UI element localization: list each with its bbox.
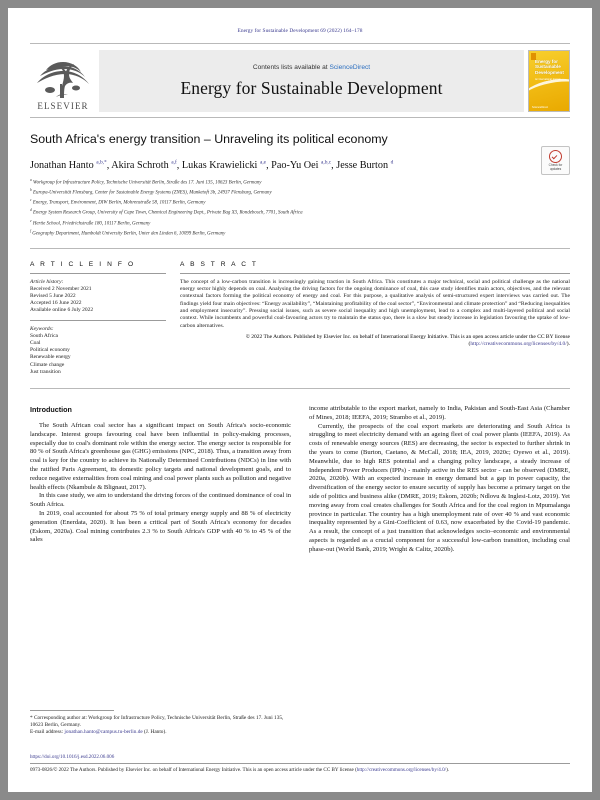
crossmark-check-icon <box>549 150 562 163</box>
author-affil-marks: a,b,c <box>320 160 332 166</box>
affiliation-item: $^d$ Energy System Research Group, University of Cape Town, Chemical Engineering Dept., Private Bag X3, Rondebosch, 7701, South Africa <box>30 208 303 217</box>
article-history-item: Available online 6 July 2022 <box>30 307 94 314</box>
journal-masthead <box>30 50 570 112</box>
abstract-copyright <box>180 334 570 349</box>
masthead-center <box>99 50 524 112</box>
keyword-item: South Africa <box>30 332 58 339</box>
cover-footer-text: ScienceDirect <box>532 106 549 109</box>
cover-subtitle: An International Journal <box>535 78 561 81</box>
author-list <box>30 157 570 172</box>
paragraph: In this case study, we aim to understand the driving forces of the continued dominance of coal in South Africa. <box>30 492 291 509</box>
page-title: South Africa's energy transition – Unraveling its political economy <box>30 132 388 146</box>
keywords-label: Keywords: <box>30 325 54 332</box>
footnote-rule <box>30 710 114 711</box>
issn-copyright-line <box>30 767 570 774</box>
abstract-column <box>180 261 570 376</box>
article-history-item: Received 2 November 2021 <box>30 285 92 292</box>
keywords-rule <box>30 320 166 321</box>
journal-article-page <box>8 8 592 792</box>
journal-title: Energy for Sustainable Development <box>180 77 443 98</box>
article-info-column <box>30 261 180 376</box>
keyword-item: Just transition <box>30 368 61 375</box>
author-entry: Pao-Yu Oei $^{a,b,c}$, <box>271 160 337 172</box>
article-history-item: Revised 5 June 2022 <box>30 292 76 299</box>
author-affil-marks: a,b,* <box>96 160 107 166</box>
rule-below-running-head <box>30 43 570 44</box>
author-entry: Jonathan Hanto $^{a,b,*}$, <box>30 160 112 172</box>
affiliation-item: $^f$ Geography Department, Humboldt University Berlin, Unter den Linden 6, 10099 Berlin, Germany <box>30 228 226 237</box>
article-info-rule <box>30 273 166 274</box>
author-entry: Jesse Burton $^d$ <box>336 160 394 172</box>
body-column-left <box>30 405 291 555</box>
elsevier-wordmark: ELSEVIER <box>37 101 89 111</box>
author-affil-marks: a,f <box>171 160 177 166</box>
paragraph: The South African coal sector has a significant impact on South Africa's socio-economic landscape. Interest groups favouring coal have been influential in policy-making processes, especially due to coal's dominant role within the energy sector. The energy sector is responsible for 80 % of South Africa's greenhouse gas (GHG) emissions (NPC, 2018). Thus, a transition away from coal is key for the country to achieve its Nationally Determined Contributions (NDCs) in line with the ratified Paris Agreement, its domestic policy targets and national development goals, and to reduce negative externalities from coal mining and coal power plants such as pollution and negative health effects (Nkambule & Blignaut, 2017). <box>30 422 291 491</box>
page-footer <box>30 754 570 774</box>
article-body <box>30 405 570 555</box>
section-heading-introduction: Introduction <box>30 405 72 415</box>
cover-title: Energy for Sustainable Development <box>535 59 564 75</box>
footer-cc-license-link[interactable]: http://creativecommons.org/licenses/by/4.0/ <box>356 767 447 774</box>
affiliation-item: $^b$ Europa-Universität Flensburg, Center for Sustainable Energy Systems (ZNES), Munketoft 3b, 24937 Flensburg, Germany <box>30 188 272 197</box>
keyword-item: Renewable energy <box>30 354 71 361</box>
affiliation-list <box>30 177 570 237</box>
footnote-email-line <box>30 729 295 736</box>
abstract-rule <box>180 273 570 274</box>
journal-cover-thumbnail[interactable] <box>528 50 570 112</box>
keyword-item: Political economy <box>30 347 70 354</box>
email-suffix: (J. Hanto). <box>142 729 167 735</box>
contents-available-line <box>253 64 370 71</box>
running-head: Energy for Sustainable Development 69 (2022) 164–178 <box>237 28 363 34</box>
article-info-heading: A R T I C L E I N F O <box>30 260 136 268</box>
crossmark-badge[interactable] <box>541 146 570 175</box>
article-history-item: Accepted 16 June 2022 <box>30 300 82 307</box>
cc-license-link[interactable]: http://creativecommons.org/licenses/by/4.0/ <box>470 341 567 348</box>
email-label: E-mail address: <box>30 729 65 735</box>
article-history <box>30 279 166 315</box>
body-column-right <box>309 405 570 555</box>
rule-below-masthead <box>30 117 570 118</box>
elsevier-logo <box>30 50 96 112</box>
author-affil-marks: a,e <box>259 160 267 166</box>
rule-below-abstract <box>30 388 570 389</box>
elsevier-tree-icon <box>34 54 92 101</box>
corresponding-author-email-link[interactable]: jonathan.hanto@campus.tu-berlin.de <box>64 729 143 735</box>
abstract-text: The concept of a low-carbon transition is increasingly gaining traction in South Africa. This constitutes a major technical, social and political challenge as the national energy sector highly depends on coal. Analysing the driving factors for the ongoing dominance of coal, this case study identifies main actors, objectives, and the relevant contextual factors forming the political economy of energy and coal. For this purpose, a qualitative analysis of semi-structured expert interviews was carried out. The findings yield four main objectives: “Energy availability”, “Maintaining profitability of the coal sector”, “Environmental and climate protection” and “Reducing inequalities and employment insecurity”. Pressing social issues, such as severe social inequality and high unemployment, lead to a complex and multi-layered political and social context. While incumbents and powerful coal-favouring actors try to maintain the status quo, there is a slow but steady increase in legislation favouring the uptake of low-carbon alternatives. <box>180 278 570 329</box>
footnote-marker: * <box>30 715 33 721</box>
abstract-heading: A B S T R A C T <box>180 260 259 268</box>
author-affil-marks: d <box>390 160 394 166</box>
paragraph: income attributable to the export market, namely to India, Pakistan and South-East Asia (Chamber of Mines, 2018; IEEFA, 2019; Strambo et al., 2019). <box>309 405 570 421</box>
paragraph: In 2019, coal accounted for about 75 % of total primary energy supply and 88 % of electricity generation (Enerdata, 2020). It has been a critical part of South Africa's economy for decades (Eskom, 2020a). Coal mining contributes 2.3 % to South Africa's GDP with 40 % to 45 % of the sales <box>30 509 291 544</box>
issn-pre: 0973-0826/© 2022 The Authors. Published by Elsevier Inc. on behalf of International Energy Initiative. This is an open access article under the CC BY license ( <box>30 767 357 774</box>
info-abstract-row <box>30 261 570 376</box>
keywords-block <box>30 326 166 376</box>
crossmark-label: Check for updates <box>548 163 563 171</box>
copyright-post: ). <box>566 341 570 348</box>
sciencedirect-link[interactable]: ScienceDirect <box>329 63 371 71</box>
title-block <box>30 132 570 238</box>
paragraph: Currently, the prospects of the coal export markets are deteriorating and South Africa is struggling to meet electricity demand with an ageing fleet of coal power plants (IEEFA, 2019). As costs of renewable energy sources (RES) are decreasing, the sector is expected to further shrink in the years to come (Burton, Caetano, & McCall, 2018; IEA, 2019, 2020c; Oyewo et al., 2019). Meanwhile, due to high RES potential and a changing policy landscape, a steady increase of Independent Power Producers (IPPs) - mainly active in the RES sector - can be observed (DMRE, 2020a, 2020b). With an expected increase in energy demand but a gap in power capacity, the diversification of the energy sector to ensure security of supply has become a primary target on the side of politics and business alike (DMRE, 2019; Eskom, 2020b; Ndlovu & Inglesi-Lotz, 2019). Yet moving away from coal creates challenges for South Africa and for the coal region in Mpumalanga province in particular. The country has a high unemployment rate of over 40 % and vast economic inequality represented by a Gini-Coefficient of 0.63, now exacerbated by the Covid-19 pandemic. As a result, the concept of a just transition that acknowledges socio–economic and environmental aspects is regarded as a crucial component for a successful low-carbon transition, including coal phase-out (World Bank, 2019; Wright & Calitz, 2020b). <box>309 422 570 553</box>
affiliation-item: $^c$ Energy, Transport, Environment, DIW Berlin, Mohrenstraße 58, 10117 Berlin, Germany <box>30 198 206 207</box>
author-entry: Akira Schroth $^{a,f}$, <box>111 160 182 172</box>
affiliation-item: $^a$ Workgroup for Infrastructure Policy, Technische Universität Berlin, Straße des 17. Juni 135, 10623 Berlin, Germany <box>30 178 262 187</box>
author-entry: Lukas Krawielicki $^{a,e}$, <box>181 160 272 172</box>
doi-link[interactable]: https://doi.org/10.1016/j.esd.2022.06.006 <box>30 754 115 761</box>
keyword-item: Coal <box>30 340 41 346</box>
footnote-text: * Corresponding author at: Workgroup for Infrastructure Policy, Technische Universität Berlin, Straße des 17. Juni 135, 10623 Berlin, Germany. <box>30 715 284 728</box>
footer-rule <box>30 763 570 764</box>
issn-post: ). <box>446 767 450 774</box>
rule-below-title-block <box>30 248 570 249</box>
contents-prefix: Contents lists available at <box>252 63 330 71</box>
copyright-pre: © 2022 The Authors. Published by Elsevier Inc. on behalf of International Energy Initiative. This is an open access article under the CC BY license ( <box>245 333 570 348</box>
article-history-label: Article history: <box>30 278 64 285</box>
affiliation-item: $^e$ Hertie School, Friedrichstraße 180, 10117 Berlin, Germany <box>30 218 151 227</box>
corresponding-author-footnote <box>30 710 295 736</box>
keyword-item: Climate change <box>30 361 65 368</box>
